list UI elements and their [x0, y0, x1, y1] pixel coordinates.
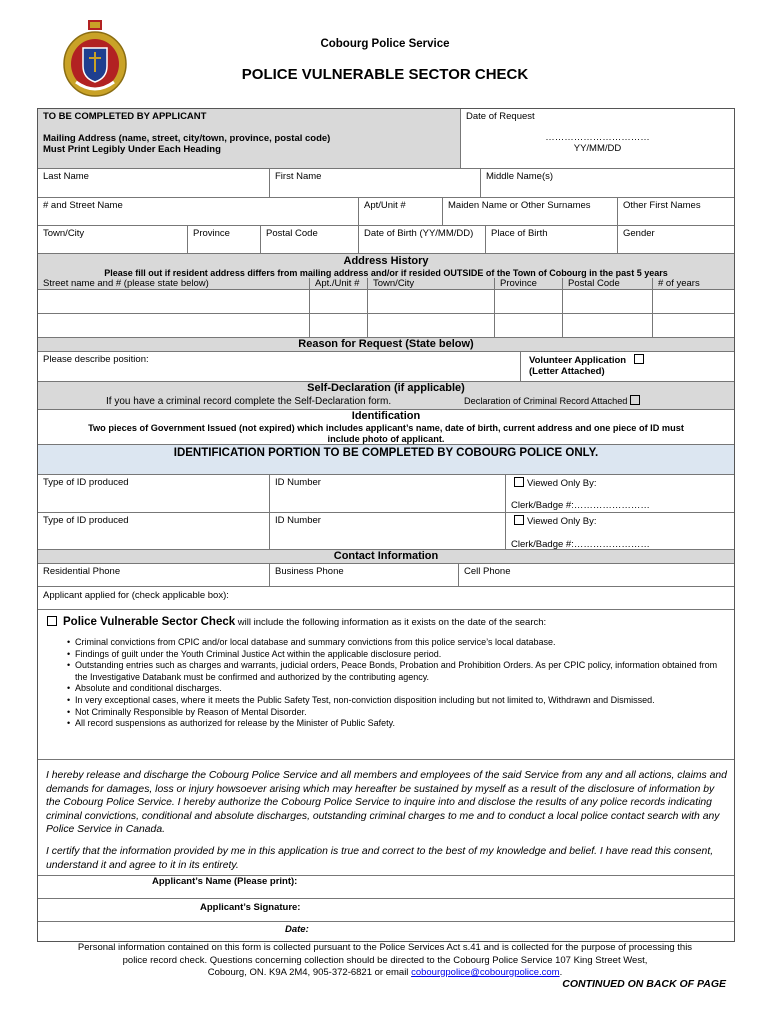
- postal-code-field[interactable]: [261, 226, 359, 254]
- date-dots: ……………………………: [545, 132, 650, 143]
- ah-row2-postal[interactable]: [563, 314, 653, 338]
- viewed-2-checkbox[interactable]: [514, 515, 524, 525]
- identification-heading: Identification: [351, 410, 421, 422]
- ah-col-postal-label: Postal Code: [568, 278, 620, 289]
- privacy-line-3: Cobourg, ON. K9A 2M4, 905-372-6821 or email: [207, 967, 409, 978]
- id-number-1-label: ID Number: [275, 477, 321, 488]
- town-field[interactable]: [38, 226, 188, 254]
- province-field[interactable]: [188, 226, 261, 254]
- vsc-bullet: • Criminal convictions from CPIC and/or local database and summary convictions from this police service’s local database.: [75, 637, 729, 649]
- self-declaration-text: If you have a criminal record complete the Self-Declaration form.: [106, 396, 392, 407]
- privacy-notice: [40, 942, 730, 980]
- applicant-name-field[interactable]: [38, 876, 734, 899]
- date-of-request-label: Date of Request: [466, 111, 535, 122]
- certify-statement: I certify that the information provided by me in this application is true and correct to the best of my knowledge and belief. I have read this consent, understand it and agree to it in its entirety.: [46, 845, 714, 871]
- ah-col-town: [368, 278, 495, 290]
- position-label: Please describe position:: [43, 354, 149, 365]
- applicant-signature-label: Applicant’s Signature:: [200, 902, 301, 913]
- letter-attached-label: (Letter Attached): [529, 366, 605, 377]
- id-type-1-label: Type of ID produced: [43, 477, 129, 488]
- ah-col-years: [653, 278, 734, 290]
- ah-row1-years[interactable]: [653, 290, 734, 314]
- vsc-bullet: • In very exceptional cases, where it meets the Public Safety Test, non-conviction disposition including but not limited to, Withdrawn and Dismissed.: [75, 695, 729, 707]
- ah-row1-apt[interactable]: [310, 290, 368, 314]
- ah-col-province-label: Province: [500, 278, 537, 289]
- business-phone-field[interactable]: [270, 564, 459, 587]
- apt-field[interactable]: [359, 198, 443, 226]
- viewed-by-1[interactable]: [506, 475, 734, 513]
- print-legibly-note: Must Print Legibly Under Each Heading: [43, 144, 221, 155]
- last-name-field[interactable]: [38, 169, 270, 198]
- applicant-heading: TO BE COMPLETED BY APPLICANT: [43, 111, 207, 122]
- vsc-checkbox[interactable]: [47, 616, 57, 626]
- date-signed-field[interactable]: [38, 922, 734, 941]
- street-label: # and Street Name: [43, 200, 123, 211]
- gender-field[interactable]: [618, 226, 734, 254]
- check-description-section: [38, 610, 734, 760]
- applicant-section: [38, 109, 461, 169]
- vsc-option[interactable]: [43, 616, 729, 628]
- cell-phone-label: Cell Phone: [464, 566, 511, 577]
- ah-col-apt-label: Apt./Unit #: [315, 278, 360, 289]
- self-declaration-section: [38, 382, 734, 410]
- contact-heading: Contact Information: [38, 550, 734, 564]
- form-table: [37, 108, 735, 942]
- dob-label: Date of Birth (YY/MM/DD): [364, 228, 474, 239]
- applied-for-label: Applicant applied for (check applicable box):: [43, 590, 229, 601]
- ah-col-apt: [310, 278, 368, 290]
- declaration-attached-checkbox[interactable]: [630, 395, 640, 405]
- first-name-label: First Name: [275, 171, 322, 182]
- consent-section: [38, 760, 734, 876]
- ah-row1-town[interactable]: [368, 290, 495, 314]
- id-number-2-label: ID Number: [275, 515, 321, 526]
- ah-row1-street[interactable]: [38, 290, 310, 314]
- pob-field[interactable]: [486, 226, 618, 254]
- reason-heading: Reason for Request (State below): [38, 338, 734, 352]
- gender-label: Gender: [623, 228, 655, 239]
- first-name-field[interactable]: [270, 169, 481, 198]
- declaration-attached-label: Declaration of Criminal Record Attached: [464, 396, 628, 406]
- vsc-label: Police Vulnerable Sector Check: [63, 616, 236, 628]
- applicant-signature-field[interactable]: [38, 899, 734, 922]
- continued-note: CONTINUED ON BACK OF PAGE: [562, 978, 726, 990]
- privacy-line-1: Personal information contained on this form is collected pursuant to the Police Services Act s.41 and is collected for the purpose of processing this: [77, 942, 693, 953]
- release-statement: I hereby release and discharge the Cobourg Police Service and all members and employees of the said Service from any and all actions, claims and demands for damages, loss or injury howsoever arising which may hereafter be sustained by myself as a result of the disclosure of information by the Cobourg Police Service. I hereby authorize the Cobourg Police Service to inquire into and disclose the results of any police records indicating criminal convictions, conditional and absolute discharges, outstanding criminal charges to me and to conduct a local police contact search with any Police Service in Canada.: [46, 770, 727, 836]
- identification-note-2: include photo of applicant.: [327, 434, 445, 444]
- id-type-1-field[interactable]: [38, 475, 270, 513]
- pob-label: Place of Birth: [491, 228, 548, 239]
- viewed-1-label: Viewed Only By:: [527, 478, 597, 489]
- vsc-bullet: • Outstanding entries such as charges and warrants, judicial orders, Peace Bonds, Probation and Prohibition Orders. As per CPIC policy, information obtained from the Investigative Databank must be confirmed and authorized by the contributing agency.: [75, 660, 729, 683]
- dob-field[interactable]: [359, 226, 486, 254]
- other-first-names-field[interactable]: [618, 198, 734, 226]
- volunteer-checkbox[interactable]: [634, 354, 644, 364]
- id-type-2-field[interactable]: [38, 513, 270, 550]
- ah-row1-postal[interactable]: [563, 290, 653, 314]
- id-number-1-field[interactable]: [270, 475, 506, 513]
- maiden-name-label: Maiden Name or Other Surnames: [448, 200, 591, 211]
- date-of-request-field[interactable]: [461, 109, 734, 169]
- applied-for-row: [38, 587, 734, 610]
- ah-row2-apt[interactable]: [310, 314, 368, 338]
- privacy-period: .: [559, 967, 563, 978]
- form-title: POLICE VULNERABLE SECTOR CHECK: [241, 66, 529, 83]
- vsc-description: will include the following information as it exists on the date of the search:: [237, 617, 547, 628]
- ah-row2-province[interactable]: [495, 314, 563, 338]
- mailing-address-note: Mailing Address (name, street, city/town, province, postal code): [43, 133, 331, 144]
- residential-phone-field[interactable]: [38, 564, 270, 587]
- date-format: YY/MM/DD: [573, 143, 622, 154]
- position-field[interactable]: [38, 352, 521, 382]
- clerk-badge-1: Clerk/Badge #:……………………: [511, 500, 650, 511]
- maiden-name-field[interactable]: [443, 198, 618, 226]
- viewed-2-label: Viewed Only By:: [527, 516, 597, 527]
- contact-email-link[interactable]: cobourgpolice@cobourgpolice.com: [411, 967, 560, 978]
- volunteer-application-option[interactable]: [521, 352, 734, 382]
- apt-label: Apt/Unit #: [364, 200, 406, 211]
- vsc-bullet: • Not Criminally Responsible by Reason of Mental Disorder.: [75, 707, 729, 719]
- ah-row2-years[interactable]: [653, 314, 734, 338]
- vsc-bullet: • Findings of guilt under the Youth Criminal Justice Act within the applicable disclosure period.: [75, 649, 729, 661]
- viewed-by-2[interactable]: [506, 513, 734, 550]
- vsc-bullet: • Absolute and conditional discharges.: [75, 683, 729, 695]
- volunteer-label: Volunteer Application: [529, 355, 627, 366]
- ah-col-town-label: Town/City: [373, 278, 415, 289]
- street-field[interactable]: [38, 198, 359, 226]
- vsc-bullet: • All record suspensions as authorized for release by the Minister of Public Safety.: [75, 718, 729, 730]
- ah-col-street-label: Street name and # (please state below): [43, 278, 209, 289]
- last-name-label: Last Name: [43, 171, 89, 182]
- ah-row1-province[interactable]: [495, 290, 563, 314]
- business-phone-label: Business Phone: [275, 566, 344, 577]
- ah-col-province: [495, 278, 563, 290]
- residential-phone-label: Residential Phone: [43, 566, 121, 577]
- cell-phone-field[interactable]: [459, 564, 734, 587]
- police-crest-logo: [62, 20, 128, 98]
- id-number-2-field[interactable]: [270, 513, 506, 550]
- middle-name-label: Middle Name(s): [486, 171, 554, 182]
- address-history-note: Please fill out if resident address differs from mailing address and/or if resided OUTSIDE of the Town of Cobourg in the past 5 years: [104, 268, 668, 278]
- postal-code-label: Postal Code: [266, 228, 318, 239]
- province-label: Province: [193, 228, 230, 239]
- town-label: Town/City: [43, 228, 85, 239]
- date-signed-label: Date:: [285, 924, 309, 935]
- ah-col-street: [38, 278, 310, 290]
- identification-note-1: Two pieces of Government Issued (not expired) which includes applicant’s name, date of birth, current address and one piece of ID must: [88, 423, 684, 433]
- applicant-name-label: Applicant’s Name (Please print):: [152, 876, 298, 887]
- other-first-names-label: Other First Names: [623, 200, 701, 211]
- service-name: Cobourg Police Service: [320, 38, 450, 50]
- ah-col-years-label: # of years: [658, 278, 700, 289]
- id-type-2-label: Type of ID produced: [43, 515, 129, 526]
- police-only-heading: IDENTIFICATION PORTION TO BE COMPLETED BY COBOURG POLICE ONLY.: [38, 445, 734, 475]
- self-declaration-heading: Self-Declaration (if applicable): [307, 382, 465, 394]
- ah-row2-town[interactable]: [368, 314, 495, 338]
- declaration-attached-option[interactable]: [464, 395, 643, 408]
- vsc-bullet-list: [43, 637, 729, 730]
- ah-row2-street[interactable]: [38, 314, 310, 338]
- viewed-1-checkbox[interactable]: [514, 477, 524, 487]
- clerk-badge-2: Clerk/Badge #:……………………: [511, 539, 650, 550]
- middle-name-field[interactable]: [481, 169, 734, 198]
- privacy-line-2: police record check. Questions concerning collection should be directed to the Cobourg Police Service 107 King Street West,: [122, 954, 648, 966]
- identification-section: [38, 410, 734, 445]
- address-history-heading: Address History: [343, 255, 429, 267]
- ah-col-postal: [563, 278, 653, 290]
